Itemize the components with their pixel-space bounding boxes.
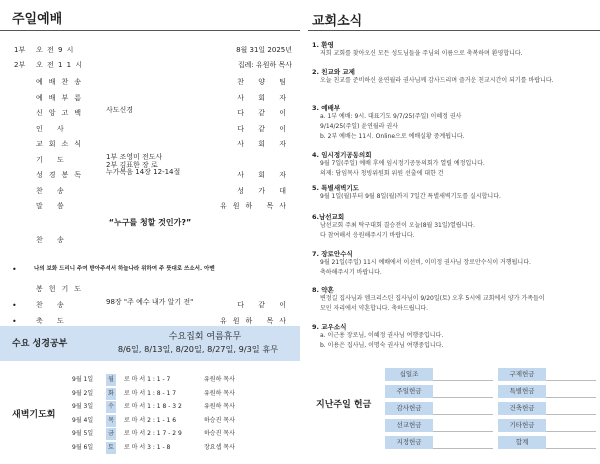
news-body: 9월 21일(주일) 11시 예배에서 이선비, 이미정 권사님 장로안수식이 거행됩니다. 축하해주시기 바랍니다.: [320, 259, 531, 276]
dawn-row: [0, 428, 300, 440]
offering-amount-cell: [546, 368, 596, 381]
order-item: 성경봉독: [36, 171, 88, 179]
news-body: 9월 7일(주일) 예배 후에 임시정기공동의회가 열릴 예정입니다. 의제: 담임목사 청빙위원회 위원 선출에 대한 건: [320, 160, 485, 177]
dawn-date: 9월 4일: [72, 416, 94, 424]
news-heading: 4. 임시정기공동의회: [312, 151, 372, 159]
order-detail: 98장 "주 예수 내가 알기 전": [106, 298, 194, 306]
closing-row: [0, 282, 300, 297]
order-item: 말 씀: [36, 202, 70, 210]
dawn-row: [0, 442, 300, 454]
dawn-leader: 하승진 목사: [204, 416, 235, 424]
closing-row: [0, 298, 300, 313]
order-item: 축 도: [36, 317, 70, 325]
news-heading: 1. 환영: [312, 41, 334, 49]
order-item: 찬 송: [36, 186, 70, 195]
order-row: [0, 184, 300, 199]
wednesday-line1: 수요집회 여름휴무: [168, 332, 242, 342]
news-heading: 9. 교우소식: [312, 323, 347, 331]
order-leader: 다 같 이: [237, 301, 292, 309]
order-leader: 사 회 자: [237, 171, 292, 179]
order-detail: 사도신경: [106, 106, 134, 114]
order-leader: 유원하 목사: [219, 202, 292, 210]
dawn-date: 9월 1일: [72, 376, 94, 383]
service-time: 오 전 1 1 시: [36, 61, 84, 69]
news-body: 저희 교회를 찾아오신 모든 성도님들을 주님의 이름으로 축복하며 환영합니다.: [320, 50, 523, 57]
offering-category: 감사헌금: [385, 402, 433, 415]
order-item: 신앙고백: [36, 109, 88, 117]
news-heading: 5. 특별새벽기도: [312, 184, 359, 192]
offering-note-row: [0, 262, 300, 277]
service-time: 오 전 9 시: [36, 46, 75, 54]
news-heading: 8. 약혼: [312, 286, 334, 294]
offering-amount-cell: [546, 385, 596, 398]
order-leader: 유원하 목사: [219, 317, 292, 325]
dawn-leader: 유원하 목사: [204, 389, 235, 397]
dawn-passage: 로 마 서 2 : 1 7 - 2 9: [124, 430, 182, 437]
order-item: 예배부름: [36, 93, 88, 102]
offering-amount-cell: [546, 402, 596, 415]
order-row: [0, 199, 300, 214]
dawn-passage: 로 마 서 2 : 1 - 1 6: [124, 416, 177, 424]
wednesday-label: 수요 성경공부: [12, 339, 68, 349]
order-item: 찬 송: [36, 301, 70, 309]
news-heading: 2. 친교와 교제: [312, 68, 355, 76]
title-divider-left: [0, 30, 300, 31]
bullet-icon: •: [12, 301, 17, 310]
service-row-1: [0, 43, 300, 58]
offering-category: 기타헌금: [498, 419, 546, 432]
dawn-day: 월: [106, 374, 116, 386]
offering-amount-cell: [433, 419, 493, 432]
dawn-row: [0, 374, 300, 386]
dawn-row: [0, 401, 300, 413]
offering-category: 건축헌금: [498, 402, 546, 415]
page-title-worship: 주일예배: [12, 12, 63, 27]
offering-amount-cell: [546, 419, 596, 432]
order-item: 봉헌기도: [36, 285, 88, 293]
service-date: 8월 31일 2025년: [236, 46, 292, 54]
title-divider-right: [308, 30, 600, 31]
offering-category: 특별헌금: [498, 385, 546, 398]
service-row-2: [0, 58, 300, 73]
order-leader: 찬 양 팀: [237, 78, 292, 86]
dawn-date: 9월 5일: [72, 430, 94, 437]
offering-category: 선교헌금: [385, 419, 433, 432]
wednesday-line2: 8/6일, 8/13일, 8/20일, 8/27일, 9/3일 휴무: [117, 344, 279, 354]
news-heading: 6.남선교회: [312, 213, 345, 221]
offering-amount-cell: [433, 368, 493, 381]
order-leader: 사 회 자: [237, 140, 292, 148]
news-heading: 7. 장로안수식: [312, 250, 353, 258]
news-body: 오늘 친교를 준비하신 윤연월라 권사님께 감사드리며 즐거운 친교시간이 되기를 바랍니다.: [320, 77, 554, 84]
dawn-leader: 하승진 목사: [204, 430, 235, 437]
service-part: 1부: [14, 46, 26, 54]
order-row: [0, 168, 300, 183]
order-leader: 다 같 이: [237, 109, 292, 117]
offering-category: 구제헌금: [498, 368, 546, 381]
dawn-day: 수: [106, 401, 116, 413]
order-row: [0, 75, 300, 90]
offering-label: 지난주일 헌금: [316, 400, 372, 410]
offering-amount-cell: [546, 436, 596, 449]
order-detail: 누가복음 14장 12-14절: [106, 168, 181, 176]
dawn-leader: 유원하 목사: [204, 403, 235, 410]
offering-category: 합계: [498, 436, 546, 449]
offering-amount-cell: [433, 402, 493, 415]
news-body: a. 1부 예배: 9시. 대표기도 9/7/25(주일) 이혜정 권사 9/14/25(주일) 윤연월라 권사 b. 2부 예배는 11시. Online으로 예배실황 중계됩니다.: [320, 113, 465, 140]
news-body: 변정길 집사님과 엠크리스틴 집사님이 9/20일(토) 오후 5시에 교회에서 양가 가족들이 모인 자리에서 약혼합니다. 축하드립니다.: [320, 295, 545, 312]
bullet-icon: •: [12, 265, 17, 274]
order-row: [0, 137, 300, 152]
order-leader: 사 회 자: [237, 93, 292, 102]
news-body: a. 이근용 장로님, 이혜정 권사님 여행중입니다. b. 이용은 집사님, 이명숙 권사님 여행중입니다.: [320, 332, 444, 349]
dawn-day: 토: [106, 442, 116, 454]
offering-note: 나의 보화 드리니 주여 받아주셔서 하늘나라 위하여 주 뜻대로 쓰소서. 아멘: [34, 266, 215, 272]
sermon-title-row: [0, 215, 300, 230]
offering-amount-cell: [433, 436, 493, 449]
dawn-leader: 장요셉 목사: [204, 443, 235, 451]
order-item: 예배찬송: [36, 78, 88, 86]
order-item: 교회소식: [36, 140, 88, 148]
offering-amount-cell: [433, 385, 493, 398]
order-leader: 다 같 이: [237, 124, 292, 133]
dawn-day: 목: [106, 415, 116, 427]
offering-category: 주일헌금: [385, 385, 433, 398]
dawn-row: [0, 415, 300, 427]
dawn-date: 9월 6일: [72, 443, 94, 451]
order-detail: 1부 조영미 전도사 2부 김표한 장 로: [106, 152, 163, 169]
dawn-passage: 로 마 서 1 : 1 8 - 3 2: [124, 403, 182, 410]
bullet-icon: •: [12, 317, 17, 326]
offering-category: 지정헌금: [385, 436, 433, 449]
news-heading: 3. 예배부: [312, 104, 341, 112]
dawn-passage: 로 마 서 3 : 1 - 8: [124, 443, 171, 451]
service-part: 2부: [14, 61, 26, 69]
order-leader: 성 가 대: [237, 186, 292, 195]
news-body: 남선교회 주최 탁구대회 결승전이 오늘(8월 31일)열립니다. 다 참여해서 응원해주시기 바랍니다.: [320, 222, 476, 239]
dawn-day: 금: [106, 428, 116, 440]
sermon-title: “누구를 청할 것인가?”: [108, 218, 192, 227]
order-item: 인 사: [36, 124, 70, 133]
page-title-news: 교회소식: [312, 14, 363, 29]
service-leader: 집례: 유원하 목사: [237, 61, 292, 69]
order-item: 기 도: [36, 155, 70, 164]
order-row-after-sermon: [0, 233, 300, 248]
dawn-leader: 유원하 목사: [204, 376, 235, 383]
order-row: [0, 91, 300, 106]
dawn-date: 9월 2일: [72, 389, 94, 397]
dawn-row: [0, 388, 300, 400]
order-row: [0, 122, 300, 137]
dawn-passage: 로 마 서 1 : 8 - 1 7: [124, 389, 177, 397]
order-row: [0, 153, 300, 168]
dawn-date: 9월 3일: [72, 403, 94, 410]
offering-category: 십일조: [385, 368, 433, 381]
dawn-prayer-label: 새벽기도회: [12, 410, 56, 420]
news-body: 9월 1일(월)부터 9월 8일(월)까지 7일간 특별새벽기도를 실시합니다.: [320, 193, 501, 200]
order-row: [0, 106, 300, 121]
dawn-passage: 로 마 서 1 : 1 - 7: [124, 376, 171, 383]
dawn-day: 화: [106, 388, 116, 400]
order-item: 찬 송: [36, 236, 70, 244]
